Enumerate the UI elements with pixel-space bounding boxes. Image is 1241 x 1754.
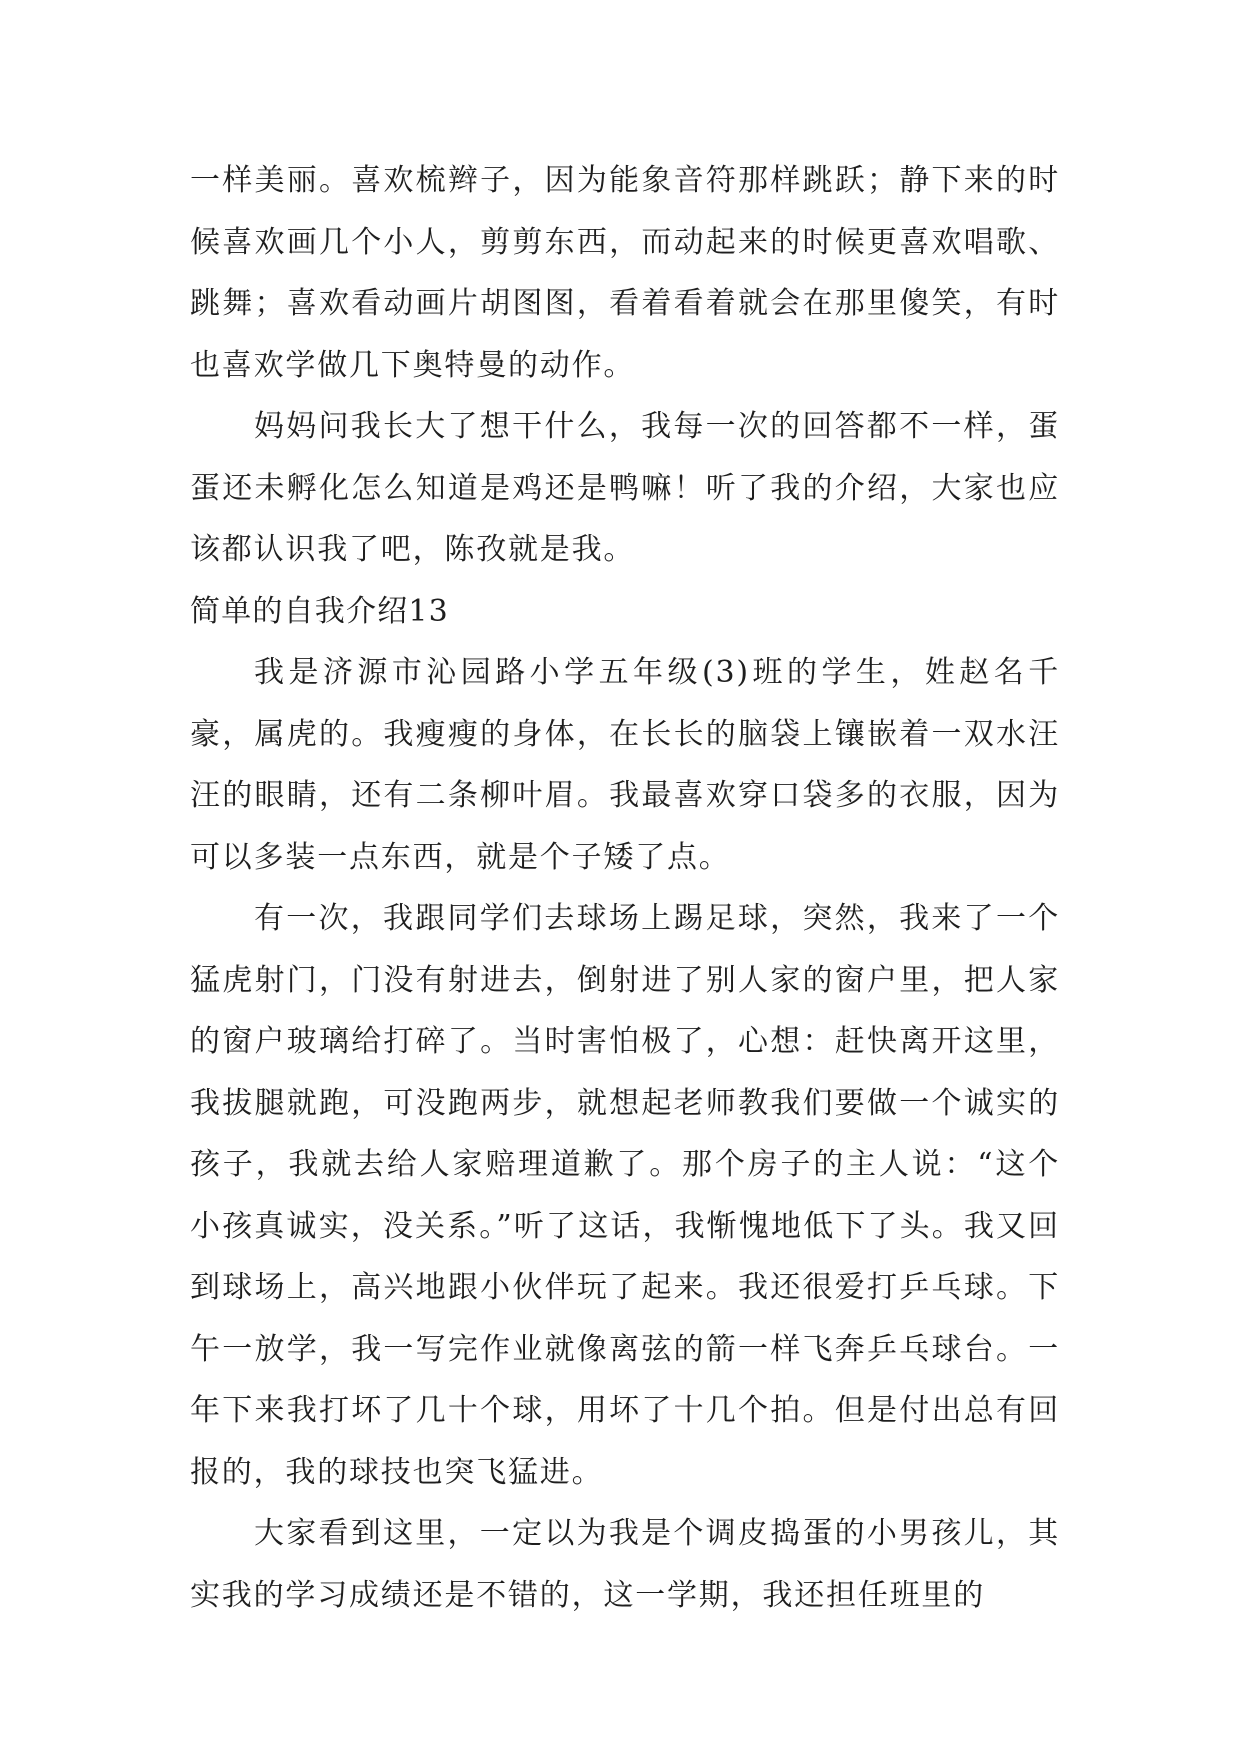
paragraph-mom-question: 妈妈问我长大了想干什么，我每一次的回答都不一样，蛋蛋还未孵化怎么知道是鸡还是鸭嘛！听了我的介绍，大家也应该都认识我了吧，陈孜就是我。 (190, 409, 1060, 567)
paragraph-study: 大家看到这里，一定以为我是个调皮捣蛋的小男孩儿，其实我的学习成绩还是不错的，这一学期，我还担任班里的 (190, 1516, 1060, 1613)
paragraph-intro: 我是济源市沁园路小学五年级(3)班的学生，姓赵名千豪，属虎的。我瘦瘦的身体，在长长的脑袋上镶嵌着一双水汪汪的眼睛，还有二条柳叶眉。我最喜欢穿口袋多的衣服，因为可以多装一点东西，就是个子矮了点。 (190, 655, 1060, 875)
section-heading: 简单的自我介绍13 (190, 593, 449, 629)
document-body (190, 150, 1060, 1626)
paragraph-football-story: 有一次，我跟同学们去球场上踢足球，突然，我来了一个猛虎射门，门没有射进去，倒射进了别人家的窗户里，把人家的窗户玻璃给打碎了。当时害怕极了，心想：赶快离开这里，我拔腿就跑，可没跑两步，就想起老师教我们要做一个诚实的孩子，我就去给人家赔理道歉了。那个房子的主人说：“这个小孩真诚实，没关系。”听了这话，我惭愧地低下了头。我又回到球场上，高兴地跟小伙伴玩了起来。我还很爱打乒乓球。下午一放学，我一写完作业就像离弦的箭一样飞奔乒乓球台。一年下来我打坏了几十个球，用坏了十几个拍。但是付出总有回报的，我的球技也突飞猛进。 (190, 901, 1060, 1490)
paragraph-continued: 一样美丽。喜欢梳辫子，因为能象音符那样跳跃；静下来的时候喜欢画几个小人，剪剪东西，而动起来的时候更喜欢唱歌、跳舞；喜欢看动画片胡图图，看着看着就会在那里傻笑，有时也喜欢学做几下奥特曼的动作。 (190, 163, 1060, 383)
